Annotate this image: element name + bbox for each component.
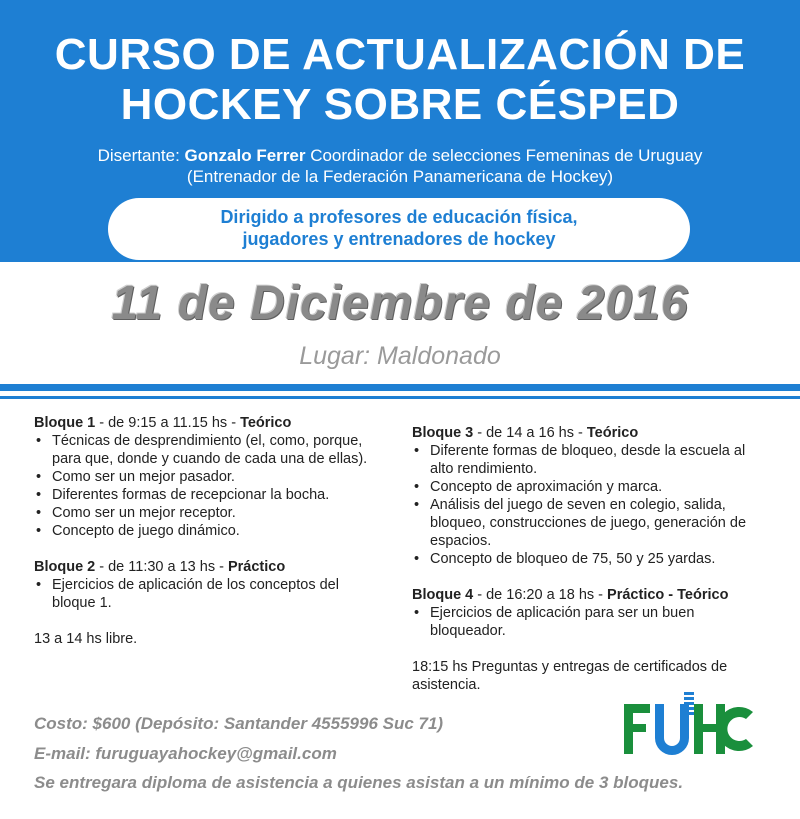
block-3-time: - de 14 a 16 hs -	[473, 425, 587, 441]
list-item: • Como ser un mejor receptor.	[34, 504, 384, 522]
fuhc-logo	[622, 690, 754, 756]
block-1-list	[34, 432, 384, 540]
block-1-name: Bloque 1	[34, 415, 96, 431]
list-item: • Concepto de bloqueo de 75, 50 y 25 yardas.	[412, 550, 772, 568]
block-1-title	[34, 414, 384, 432]
speaker-line-2: (Entrenador de la Federación Panamericana de Hockey)	[186, 167, 614, 186]
list-item: • Técnicas de desprendimiento (el, como, porque, para que, donde y cuando de cada una de ellas).	[34, 432, 384, 468]
break-note: 13 a 14 hs libre.	[34, 631, 138, 647]
schedule-right-column	[412, 424, 772, 694]
divider-stripe-thick	[0, 384, 800, 391]
block-3-title	[412, 424, 772, 442]
list-item: • Diferentes formas de recepcionar la bocha.	[34, 486, 384, 504]
block-3-name: Bloque 3	[412, 425, 474, 441]
audience-line-1: Dirigido a profesores de educación física,	[220, 207, 578, 227]
schedule-left-column	[34, 414, 384, 648]
list-item: • Como ser un mejor pasador.	[34, 468, 384, 486]
block-4-title	[412, 586, 772, 604]
speaker-role: Coordinador de selecciones Femeninas de Uruguay	[305, 146, 703, 165]
audience-pill	[108, 198, 690, 260]
block-1-time: - de 9:15 a 11.15 hs -	[95, 415, 241, 431]
list-item: • Diferente formas de bloqueo, desde la escuela al alto rendimiento.	[412, 442, 772, 478]
block-1-type: Teórico	[240, 415, 292, 431]
block-4-time: - de 16:20 a 18 hs -	[473, 587, 608, 603]
divider-stripe-thin	[0, 396, 800, 399]
block-2-type: Práctico	[227, 559, 286, 575]
diploma-note: Se entregara diploma de asistencia a quienes asistan a un mínimo de 3 bloques.	[34, 773, 684, 792]
list-item: • Ejercicios de aplicación de los conceptos del bloque 1.	[34, 576, 384, 612]
speaker-prefix: Disertante:	[97, 146, 185, 165]
block-3-list	[412, 442, 772, 568]
block-2-name: Bloque 2	[34, 559, 96, 575]
event-date: 11 de Diciembre de 2016	[111, 277, 689, 330]
speaker-name: Gonzalo Ferrer	[184, 146, 306, 165]
list-item: • Análisis del juego de seven en colegio, salida, bloqueo, construcciones de juego, generación de espacios.	[412, 496, 772, 550]
block-4-type: Práctico - Teórico	[607, 587, 729, 603]
list-item: • Concepto de juego dinámico.	[34, 522, 384, 540]
list-item: • Ejercicios de aplicación para ser un buen bloqueador.	[412, 604, 772, 640]
event-place: Lugar: Maldonado	[299, 342, 501, 370]
email-info[interactable]: E-mail: furuguayahockey@gmail.com	[34, 744, 337, 763]
title-line-2: HOCKEY SOBRE CÉSPED	[120, 80, 680, 129]
block-2-title	[34, 558, 384, 576]
list-item: • Concepto de aproximación y marca.	[412, 478, 772, 496]
header-banner	[0, 0, 800, 262]
audience-line-2: jugadores y entrenadores de hockey	[242, 229, 556, 249]
cost-info: Costo: $600 (Depósito: Santander 4555996 Suc 71)	[34, 714, 444, 733]
block-4-name: Bloque 4	[412, 587, 474, 603]
speaker-info	[0, 145, 800, 187]
closing-note: 18:15 hs Preguntas y entregas de certificados de asistencia.	[412, 659, 728, 693]
block-3-type: Teórico	[586, 425, 639, 441]
block-2-list	[34, 576, 384, 612]
block-4-list	[412, 604, 772, 640]
block-2-time: - de 11:30 a 13 hs -	[95, 559, 228, 575]
title-line-1: CURSO DE ACTUALIZACIÓN DE	[54, 30, 746, 79]
